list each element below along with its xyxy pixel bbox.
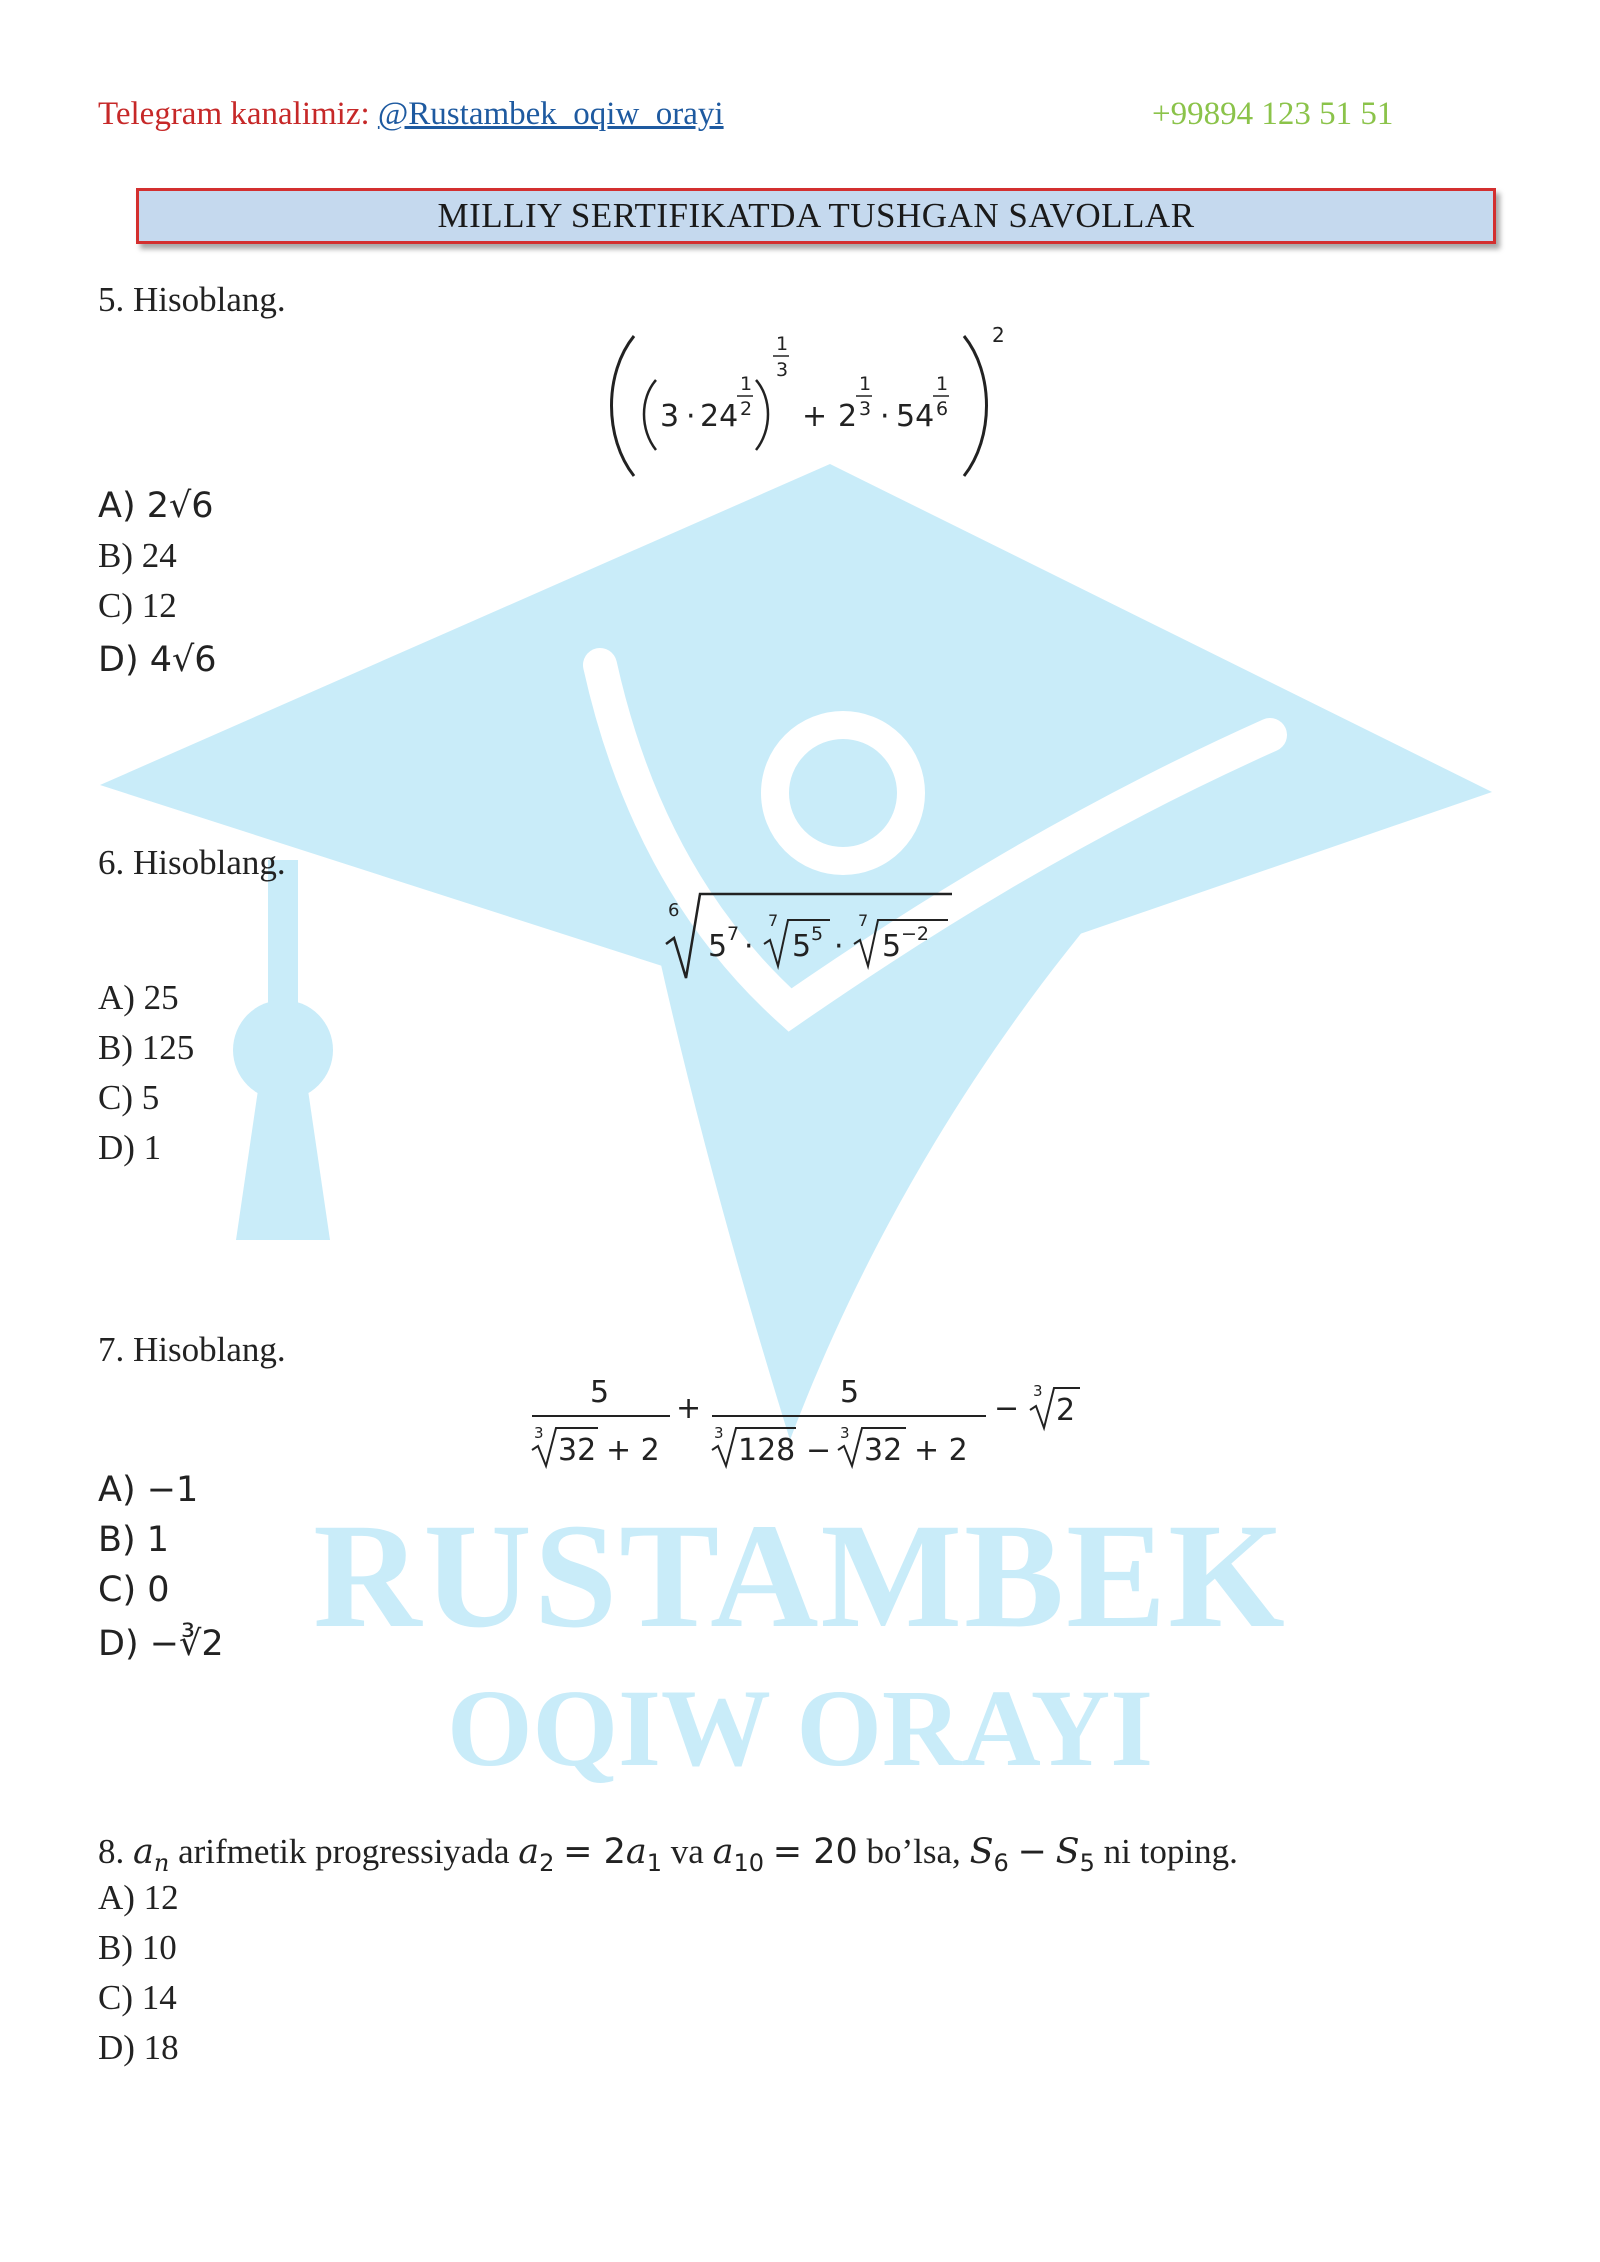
svg-text:1: 1 [776,333,789,355]
question-7-expression [528,1366,1088,1476]
question-6-expression [660,886,960,996]
svg-text:3: 3 [534,1424,544,1442]
svg-text:3: 3 [840,1424,850,1442]
svg-text:24: 24 [700,399,739,434]
telegram-header [98,96,724,133]
question-6-option-a[interactable]: A) 25 [98,978,179,1017]
question-5-option-b[interactable]: B) 24 [98,536,177,575]
question-8-option-a[interactable]: A) 12 [98,1878,179,1917]
svg-text:2: 2 [992,323,1005,347]
svg-text:+ 2: + 2 [914,1433,968,1468]
question-6-option-c[interactable]: C) 5 [98,1078,160,1117]
svg-text:7: 7 [727,923,740,945]
svg-text:5: 5 [792,929,812,964]
svg-text:−: − [806,1433,832,1468]
question-5-option-c[interactable]: C) 12 [98,586,177,625]
section-banner: MILLIY SERTIFIKATDA TUSHGAN SAVOLLAR [136,188,1496,244]
svg-text:6: 6 [936,398,949,420]
question-5-expression [600,318,1020,488]
svg-text:1: 1 [740,373,753,395]
question-5-option-d[interactable]: D) 4√6 [98,640,217,680]
question-7-option-a[interactable]: A) −1 [98,1470,199,1510]
svg-text:·: · [880,399,890,434]
svg-text:3: 3 [1033,1382,1043,1400]
phone-number: +99894 123 51 51 [1152,96,1394,132]
question-8-option-b[interactable]: B) 10 [98,1928,177,1967]
question-5-option-a[interactable]: A) 2√6 [98,486,214,526]
svg-text:3: 3 [714,1424,724,1442]
question-6-option-b[interactable]: B) 125 [98,1028,195,1067]
svg-text:128: 128 [738,1433,796,1468]
question-5-title: 5. Hisoblang. [98,280,286,319]
question-6-option-d[interactable]: D) 1 [98,1128,162,1167]
svg-text:+: + [802,399,828,434]
inner-paren-left [644,380,656,450]
svg-text:+ 2: + 2 [606,1433,660,1468]
question-8-option-c[interactable]: C) 14 [98,1978,177,2017]
svg-text:2: 2 [740,398,753,420]
svg-text:2: 2 [838,399,858,434]
svg-text:6: 6 [668,900,680,921]
svg-text:1: 1 [936,373,949,395]
svg-text:+: + [676,1391,702,1426]
svg-text:3: 3 [660,399,680,434]
svg-text:−: − [994,1391,1020,1426]
svg-text:7: 7 [858,911,869,930]
outer-paren-right [964,336,987,476]
svg-text:1: 1 [859,373,872,395]
watermark-title: RUSTAMBEK [313,1493,1287,1659]
outer-paren-left [612,336,635,476]
svg-text:3: 3 [859,398,872,420]
question-7-option-b[interactable]: B) 1 [98,1520,170,1560]
question-8-title: 8. $a_n$ arifmetik progressiyada $a_2 = 2a_1$ va $a_{10} = 20$ bo’lsa, $S_6 - S_5$ ni toping. [98,1832,1238,1877]
watermark-subtitle: OQIW ORAYI [446,1667,1154,1789]
svg-text:5: 5 [708,929,728,964]
svg-text:·: · [686,399,696,434]
svg-text:5: 5 [811,923,824,945]
svg-text:·: · [834,929,844,964]
svg-text:32: 32 [558,1433,597,1468]
svg-text:5: 5 [882,929,902,964]
svg-text:−2: −2 [901,923,930,945]
question-7-option-d[interactable]: D) −∛2 [98,1624,224,1664]
telegram-label: Telegram kanalimiz: [98,96,370,132]
inner-paren-right [756,380,768,450]
svg-text:32: 32 [864,1433,903,1468]
telegram-link[interactable]: @Rustambek_oqiw_orayi [377,96,724,132]
question-7-option-c[interactable]: C) 0 [98,1570,170,1610]
question-8-option-d[interactable]: D) 18 [98,2028,179,2067]
svg-text:5: 5 [590,1375,610,1410]
svg-text:·: · [744,929,754,964]
svg-text:7: 7 [768,911,779,930]
svg-text:2: 2 [1056,1393,1076,1428]
svg-text:54: 54 [896,399,935,434]
question-6-title: 6. Hisoblang. [98,843,286,882]
question-7-title: 7. Hisoblang. [98,1330,286,1369]
svg-text:5: 5 [840,1375,860,1410]
svg-text:3: 3 [776,359,789,381]
